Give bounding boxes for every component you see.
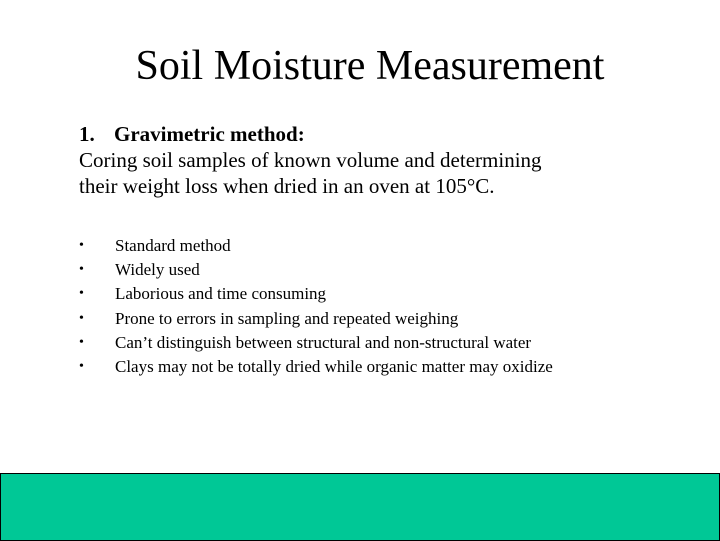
bullet-text: Prone to errors in sampling and repeated weighing xyxy=(115,308,459,328)
bullet-icon: • xyxy=(79,238,84,253)
list-item xyxy=(79,282,553,306)
method-number: 1. xyxy=(79,122,95,146)
bullet-text: Can’t distinguish between structural and non-structural water xyxy=(115,332,532,352)
bullet-icon: • xyxy=(79,286,84,302)
bullet-icon: • xyxy=(79,334,84,350)
bullet-icon: • xyxy=(79,310,84,326)
method-heading xyxy=(79,121,699,147)
slide-title: Soil Moisture Measurement xyxy=(135,43,605,89)
bullet-icon: • xyxy=(79,359,84,375)
bullet-text: Clays may not be totally dried while organic matter may oxidize xyxy=(115,357,553,377)
method-block xyxy=(79,121,699,199)
method-description: Coring soil samples of known volume and determining their weight loss when dried in an oven at 105°C. xyxy=(79,148,542,198)
bullet-text: Laborious and time consuming xyxy=(115,284,327,304)
bullet-list xyxy=(79,234,553,379)
list-item xyxy=(79,258,553,282)
bullet-text: Widely used xyxy=(115,260,200,280)
list-item xyxy=(79,234,553,258)
footer-band xyxy=(0,473,720,541)
bullet-icon: • xyxy=(79,262,84,278)
bullet-text: Standard method xyxy=(115,236,231,255)
list-item xyxy=(79,355,553,379)
list-item xyxy=(79,331,553,355)
method-heading-text: Gravimetric method: xyxy=(114,122,305,146)
list-item xyxy=(79,307,553,331)
